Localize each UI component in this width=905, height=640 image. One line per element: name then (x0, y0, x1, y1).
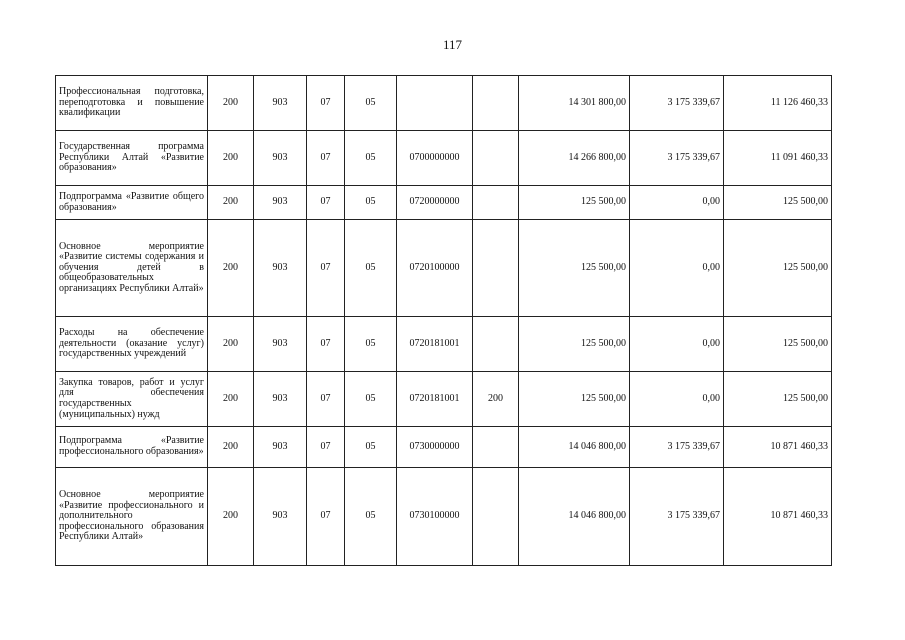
vr-cell (473, 131, 519, 186)
budget-table (55, 75, 832, 566)
table-row (56, 372, 832, 427)
ved-cell: 200 (208, 220, 254, 317)
budget-table-body (56, 76, 832, 566)
sum-3-cell: 10 871 460,33 (724, 468, 832, 566)
vr-cell (473, 76, 519, 131)
csr-cell: 0730000000 (397, 427, 473, 468)
rz-cell: 07 (307, 76, 345, 131)
vr-cell (473, 468, 519, 566)
row-name-cell: Подпрограмма «Развитие профессионального образования» (56, 427, 208, 468)
pr-cell: 05 (345, 427, 397, 468)
sum-3-cell: 10 871 460,33 (724, 427, 832, 468)
sum-3-cell: 125 500,00 (724, 186, 832, 220)
vr-cell: 200 (473, 372, 519, 427)
sum-1-cell: 14 046 800,00 (519, 427, 630, 468)
sum-2-cell: 3 175 339,67 (630, 131, 724, 186)
page-number: 117 (442, 37, 463, 52)
sum-2-cell: 0,00 (630, 220, 724, 317)
sum-1-cell: 125 500,00 (519, 220, 630, 317)
rz-cell: 07 (307, 317, 345, 372)
ved-cell: 200 (208, 427, 254, 468)
csr-cell: 0720100000 (397, 220, 473, 317)
glav-cell: 903 (254, 372, 307, 427)
row-name-cell: Расходы на обеспечение деятельности (оказание услуг) государственных учреждений (56, 317, 208, 372)
csr-cell: 0700000000 (397, 131, 473, 186)
sum-2-cell: 0,00 (630, 186, 724, 220)
pr-cell: 05 (345, 372, 397, 427)
csr-cell: 0720000000 (397, 186, 473, 220)
rz-cell: 07 (307, 131, 345, 186)
ved-cell: 200 (208, 317, 254, 372)
sum-3-cell: 125 500,00 (724, 220, 832, 317)
ved-cell: 200 (208, 76, 254, 131)
vr-cell (473, 186, 519, 220)
glav-cell: 903 (254, 76, 307, 131)
rz-cell: 07 (307, 427, 345, 468)
vr-cell (473, 220, 519, 317)
pr-cell: 05 (345, 220, 397, 317)
pr-cell: 05 (345, 186, 397, 220)
ved-cell: 200 (208, 372, 254, 427)
sum-1-cell: 14 046 800,00 (519, 468, 630, 566)
sum-1-cell: 125 500,00 (519, 186, 630, 220)
sum-2-cell: 0,00 (630, 317, 724, 372)
table-row (56, 317, 832, 372)
table-row (56, 76, 832, 131)
rz-cell: 07 (307, 372, 345, 427)
pr-cell: 05 (345, 76, 397, 131)
row-name-cell: Основное мероприятие «Развитие профессионального и дополнительного профессионального образования Республики Алтай» (56, 468, 208, 566)
table-row (56, 220, 832, 317)
vr-cell (473, 317, 519, 372)
csr-cell: 0720181001 (397, 317, 473, 372)
sum-3-cell: 125 500,00 (724, 372, 832, 427)
ved-cell: 200 (208, 468, 254, 566)
glav-cell: 903 (254, 131, 307, 186)
sum-1-cell: 125 500,00 (519, 317, 630, 372)
row-name-cell: Закупка товаров, работ и услуг для обеспечения государственных (муниципальных) нужд (56, 372, 208, 427)
sum-3-cell: 125 500,00 (724, 317, 832, 372)
row-name-cell: Подпрограмма «Развитие общего образования» (56, 186, 208, 220)
sum-3-cell: 11 091 460,33 (724, 131, 832, 186)
rz-cell: 07 (307, 186, 345, 220)
table-row (56, 427, 832, 468)
glav-cell: 903 (254, 427, 307, 468)
glav-cell: 903 (254, 468, 307, 566)
glav-cell: 903 (254, 186, 307, 220)
vr-cell (473, 427, 519, 468)
csr-cell: 0720181001 (397, 372, 473, 427)
pr-cell: 05 (345, 131, 397, 186)
ved-cell: 200 (208, 131, 254, 186)
rz-cell: 07 (307, 468, 345, 566)
glav-cell: 903 (254, 317, 307, 372)
glav-cell: 903 (254, 220, 307, 317)
sum-2-cell: 0,00 (630, 372, 724, 427)
pr-cell: 05 (345, 468, 397, 566)
row-name-cell: Государственная программа Республики Алтай «Развитие образования» (56, 131, 208, 186)
ved-cell: 200 (208, 186, 254, 220)
row-name-cell: Профессиональная подготовка, переподготовка и повышение квалификации (56, 76, 208, 131)
sum-2-cell: 3 175 339,67 (630, 76, 724, 131)
csr-cell: 0730100000 (397, 468, 473, 566)
table-row (56, 468, 832, 566)
sum-3-cell: 11 126 460,33 (724, 76, 832, 131)
sum-1-cell: 125 500,00 (519, 372, 630, 427)
sum-1-cell: 14 266 800,00 (519, 131, 630, 186)
sum-2-cell: 3 175 339,67 (630, 468, 724, 566)
row-name-cell: Основное мероприятие «Развитие системы содержания и обучения детей в общеобразовательных организациях Республики Алтай» (56, 220, 208, 317)
sum-2-cell: 3 175 339,67 (630, 427, 724, 468)
rz-cell: 07 (307, 220, 345, 317)
table-row (56, 131, 832, 186)
csr-cell (397, 76, 473, 131)
table-row (56, 186, 832, 220)
sum-1-cell: 14 301 800,00 (519, 76, 630, 131)
pr-cell: 05 (345, 317, 397, 372)
